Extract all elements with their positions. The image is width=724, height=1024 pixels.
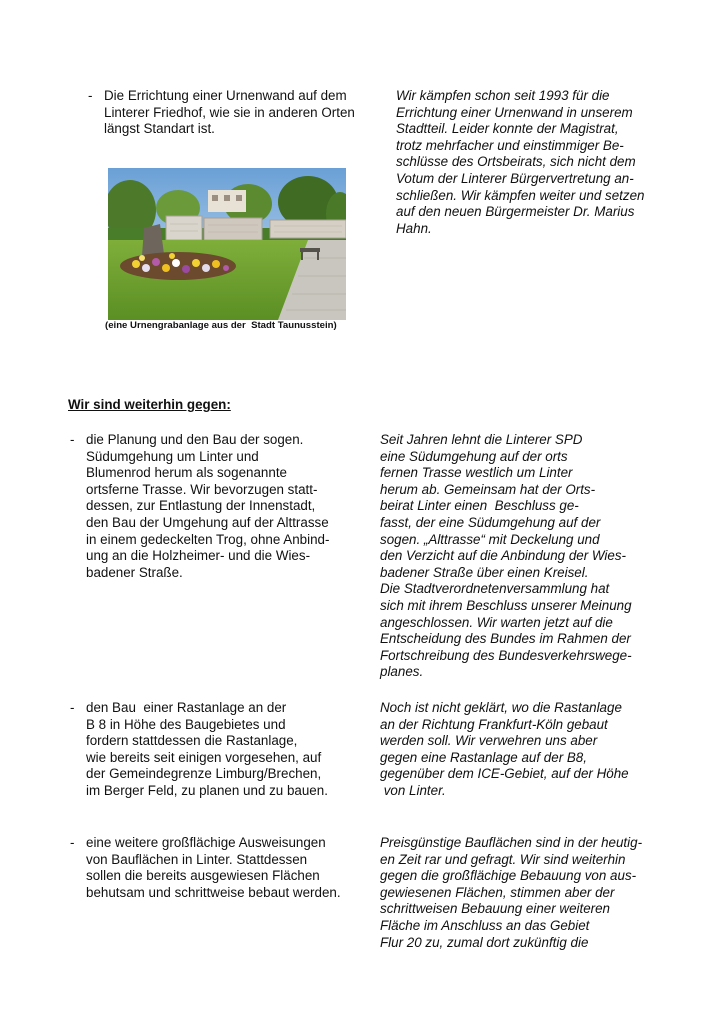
- section-heading: Wir sind weiterhin gegen:: [68, 397, 231, 412]
- bullet-dash: -: [70, 835, 75, 850]
- text-line: die Planung und den Bau der sogen.: [86, 432, 304, 447]
- text-line: Stadtteil. Leider konnte der Magistrat,: [396, 121, 619, 137]
- text-line: angeschlossen. Wir warten jetzt auf die: [380, 614, 613, 630]
- text-line: badener Straße.: [86, 564, 183, 580]
- photo-caption: (eine Urnengrabanlage aus der Stadt Taunusstein): [105, 320, 337, 331]
- text-line: eine Südumgehung auf der orts: [380, 448, 568, 464]
- text-line: fernen Trasse westlich um Linter: [380, 465, 573, 481]
- text-line: trotz mehrfacher und einstimmiger Be-: [396, 137, 624, 153]
- text-line: von Linter.: [380, 782, 446, 798]
- text-line: schlüsse des Ortsbeirats, sich nicht dem: [396, 154, 636, 170]
- text-line: Fläche im Anschluss an das Gebiet: [380, 917, 590, 933]
- text-line: Blumenrod herum als sogenannte: [86, 465, 287, 481]
- text-line: von Bauflächen in Linter. Stattdessen: [86, 851, 308, 867]
- text-line: an der Richtung Frankfurt-Köln gebaut: [380, 716, 608, 732]
- text-line: B 8 in Höhe des Baugebietes und: [86, 716, 286, 732]
- text-line: gegen eine Rastanlage auf der B8,: [380, 749, 587, 765]
- section4-left-text: [86, 835, 341, 901]
- text-line: in einem gedeckelten Trog, ohne Anbind-: [86, 531, 330, 547]
- text-line: Die Errichtung einer Urnenwand auf dem: [104, 88, 347, 103]
- text-line: Hahn.: [396, 220, 432, 236]
- text-line: Seit Jahren lehnt die Linterer SPD: [380, 432, 583, 447]
- section1-right-text: [396, 88, 644, 237]
- text-line: herum ab. Gemeinsam hat der Orts-: [380, 481, 596, 497]
- text-line: Fortschreibung des Bundesverkehrswege-: [380, 647, 632, 663]
- text-line: sollen die bereits ausgewiesen Flächen: [86, 868, 320, 884]
- text-line: gewiesenen Flächen, stimmen aber der: [380, 884, 615, 900]
- bullet-dash: -: [70, 700, 75, 715]
- text-line: schrittweisen Bebauung einer weiteren: [380, 901, 611, 917]
- text-line: Südumgehung um Linter und: [86, 448, 259, 464]
- text-line: en Zeit rar und gefragt. Wir sind weiterhin: [380, 851, 626, 867]
- text-line: Preisgünstige Bauflächen sind in der heutig-: [380, 835, 643, 850]
- text-line: fordern stattdessen die Rastanlage,: [86, 733, 298, 749]
- text-line: Wir kämpfen schon seit 1993 für die: [396, 88, 610, 103]
- text-line: sogen. „Alttrasse“ mit Deckelung und: [380, 531, 600, 547]
- text-line: gegen die großflächige Bebauung von aus-: [380, 868, 637, 884]
- text-line: im Berger Feld, zu planen und zu bauen.: [86, 782, 328, 798]
- text-line: fasst, der eine Südumgehung auf der: [380, 514, 601, 530]
- text-line: Linterer Friedhof, wie sie in anderen Orten: [104, 104, 355, 120]
- section3-right-text: [380, 700, 629, 800]
- bullet-dash: -: [70, 432, 75, 447]
- text-line: schließen. Wir kämpfen weiter und setzen: [396, 187, 645, 203]
- text-line: ung an die Holzheimer- und die Wies-: [86, 548, 311, 564]
- text-line: badener Straße über einen Kreisel.: [380, 564, 589, 580]
- section2-right-text: [380, 432, 632, 681]
- text-line: wie bereits seit einigen vorgesehen, auf: [86, 749, 322, 765]
- text-line: Noch ist nicht geklärt, wo die Rastanlage: [380, 700, 622, 715]
- text-line: den Bau der Umgehung auf der Alttrasse: [86, 514, 329, 530]
- section3-left-text: [86, 700, 328, 800]
- section1-left-text: [104, 88, 355, 138]
- text-line: werden soll. Wir verwehren uns aber: [380, 733, 598, 749]
- urn-wall-photo-illustration: [108, 168, 346, 320]
- text-line: den Verzicht auf die Anbindung der Wies-: [380, 548, 627, 564]
- text-line: Votum der Linterer Bürgervertretung an-: [396, 170, 634, 186]
- text-line: Errichtung einer Urnenwand in unserem: [396, 104, 633, 120]
- text-line: sich mit ihrem Beschluss unserer Meinung: [380, 597, 632, 613]
- text-line: planes.: [380, 664, 424, 680]
- text-line: Entscheidung des Bundes im Rahmen der: [380, 631, 631, 647]
- text-line: Flur 20 zu, zumal dort zukünftig die: [380, 934, 589, 950]
- section2-left-text: [86, 432, 329, 581]
- text-line: gegenüber dem ICE-Gebiet, auf der Höhe: [380, 766, 629, 782]
- text-line: den Bau einer Rastanlage an der: [86, 700, 287, 715]
- text-line: dessen, zur Entlastung der Innenstadt,: [86, 498, 316, 514]
- text-line: der Gemeindegrenze Limburg/Brechen,: [86, 766, 322, 782]
- text-line: behutsam und schrittweise bebaut werden.: [86, 884, 341, 900]
- text-line: längst Standart ist.: [104, 121, 215, 137]
- section4-right-text: [380, 835, 642, 951]
- text-line: ortsferne Trasse. Wir bevorzugen statt-: [86, 481, 318, 497]
- text-line: eine weitere großflächige Ausweisungen: [86, 835, 326, 850]
- text-line: auf den neuen Bürgermeister Dr. Marius: [396, 204, 635, 220]
- text-line: Die Stadtverordnetenversammlung hat: [380, 581, 610, 597]
- text-line: beirat Linter einen Beschluss ge-: [380, 498, 579, 514]
- bullet-dash: -: [88, 88, 93, 103]
- urn-wall-photo: [108, 168, 346, 320]
